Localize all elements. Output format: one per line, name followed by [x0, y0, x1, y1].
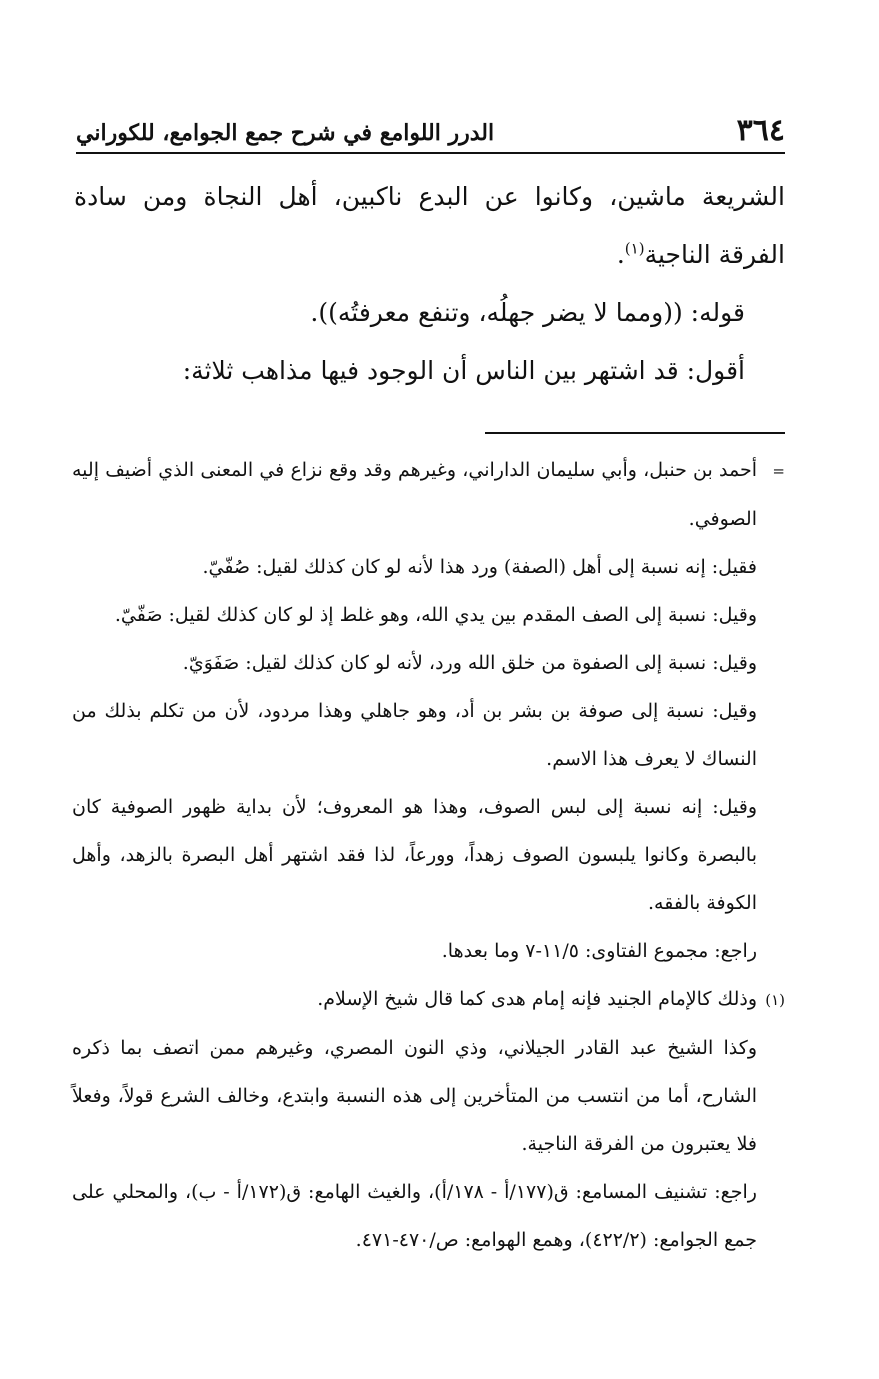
continuation-marker: = [772, 462, 785, 480]
footnote-line: راجع: مجموع الفتاوى: ١١/٥-٧ وما بعدها. [441, 940, 757, 962]
footnote-line: وكذا الشيخ عبد القادر الجيلاني، وذي النون المصري، وغيرهم ممن اتصف بما ذكره الشارح، أما من انتسب من المتأخرين إلى هذه النسبة وابتدع، وخالف الشرع قولاً، وفعلاً فلا يعتبرون من الفرقة الناجية. [72, 1037, 757, 1155]
footnote-separator [485, 432, 785, 434]
footnote-continuation [72, 446, 785, 543]
main-paragraph-1-text: الشريعة ماشين، وكانوا عن البدع ناكبين، أهل النجاة ومن سادة الفرقة الناجية [74, 182, 785, 269]
footnotes [72, 446, 785, 1264]
main-paragraph-1 [74, 168, 785, 284]
footnote-1-text: وذلك كالإمام الجنيد فإنه إمام هدى كما قال شيخ الإسلام. [317, 988, 757, 1010]
page-number: ٣٦٤ [736, 113, 785, 148]
footnote-line: وقيل: نسبة إلى الصفوة من خلق الله ورد، لأنه لو كان كذلك لقيل: صَفَوَيّ. [182, 652, 757, 674]
main-text [74, 168, 785, 400]
footnote-line: راجع: تشنيف المسامع: ق(١٧٧/أ - ١٧٨/أ)، والغيث الهامع: ق(١٧٢/أ - ب)، والمحلي على جمع الجوامع: (٤٢٢/٢)، وهمع الهوامع: ص/٤٧٠-٤٧١. [72, 1181, 757, 1251]
page-header [76, 104, 785, 154]
footnote-1 [72, 975, 785, 1024]
footnote-line: وقيل: نسبة إلى الصف المقدم بين يدي الله، وهو غلط إذ لو كان كذلك لقيل: صَفّيّ. [114, 604, 757, 626]
footnote-1-marker: (١) [765, 991, 785, 1009]
footnote-line: وقيل: نسبة إلى صوفة بن بشر بن أد، وهو جاهلي وهذا مردود، لأن من تكلم بذلك من النساك لا يعرف هذا الاسم. [72, 700, 757, 770]
footnote-ref-1: (١) [624, 239, 645, 258]
running-title: الدرر اللوامع في شرح جمع الجوامع، للكوراني [76, 120, 495, 146]
footnote-line: وقيل: إنه نسبة إلى لبس الصوف، وهذا هو المعروف؛ لأن بداية ظهور الصوفية كان بالبصرة وكانوا يلبسون الصوف زهداً، وورعاً، لذا فقد اشتهر أهل البصرة بالزهد، وأهل الكوفة بالفقه. [72, 796, 757, 914]
main-paragraph-2: قوله: ((ومما لا يضر جهلُه، وتنفع معرفتُه)). [310, 298, 745, 327]
main-paragraph-3: أقول: قد اشتهر بين الناس أن الوجود فيها مذاهب ثلاثة: [182, 356, 745, 385]
continuation-text: أحمد بن حنبل، وأبي سليمان الداراني، وغيرهم وقد وقع نزاع في المعنى الذي أضيف إليه الصوفي. [72, 459, 757, 530]
main-paragraph-1-end: . [616, 240, 625, 269]
footnote-line: فقيل: إنه نسبة إلى أهل (الصفة) ورد هذا لأنه لو كان كذلك لقيل: صُفّيّ. [202, 556, 757, 578]
